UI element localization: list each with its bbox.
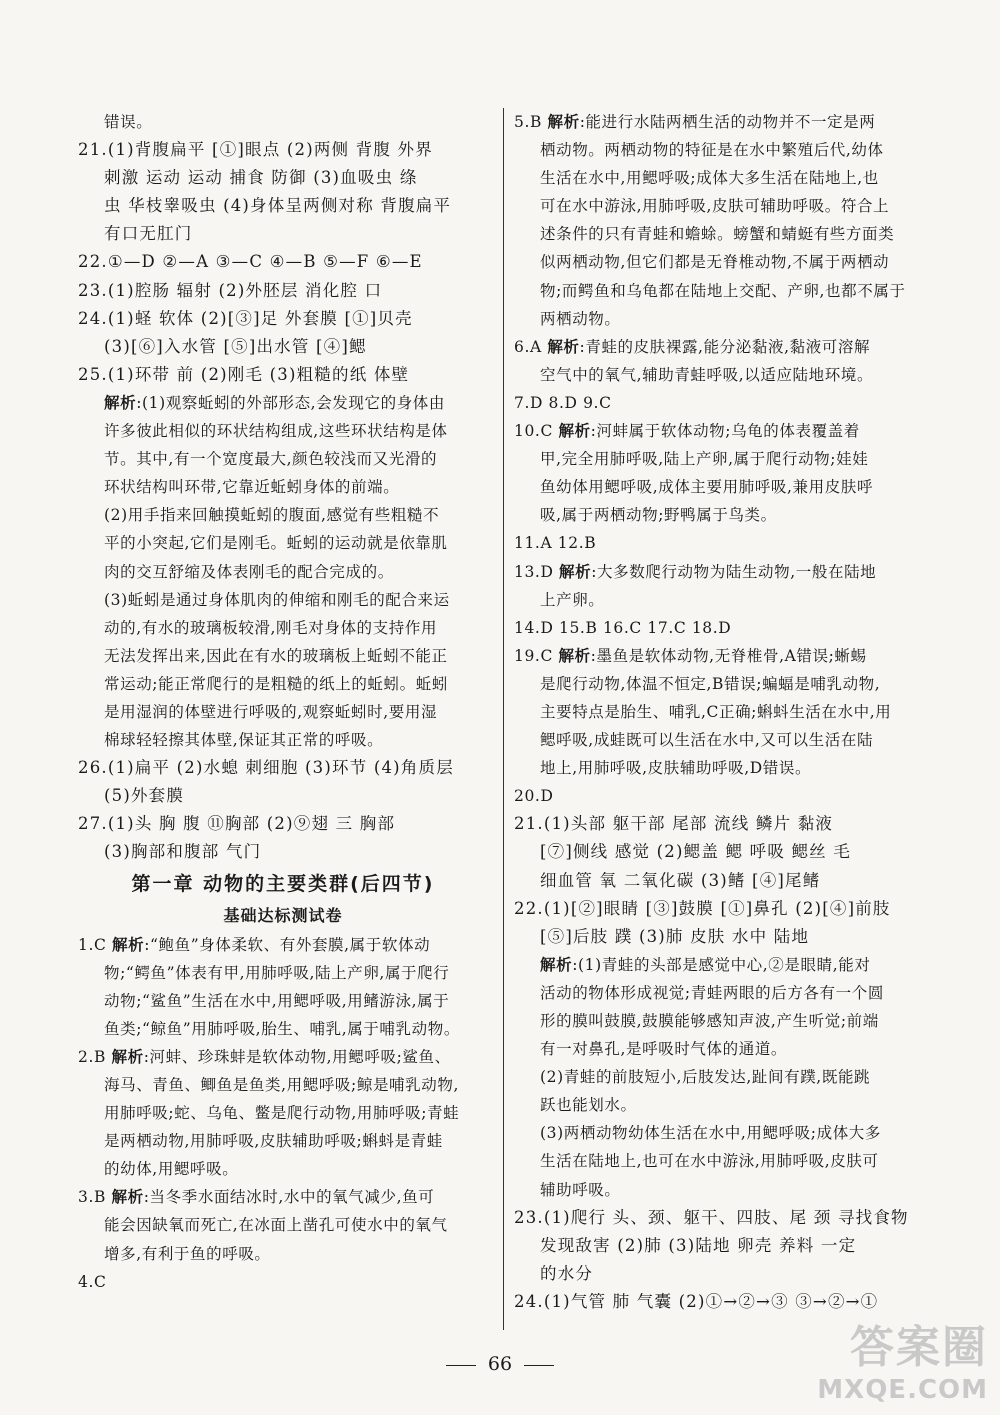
line-text: 辅助呼吸。 <box>540 1180 621 1199</box>
line-text: 10.C <box>514 422 559 441</box>
text-line <box>78 389 488 417</box>
analysis-label: 解析 <box>540 955 573 974</box>
text-line <box>78 959 488 987</box>
line-text: 海马、青鱼、鲫鱼是鱼类,用鳃呼吸;鲸是哺乳动物, <box>104 1076 459 1094</box>
text-line <box>78 558 488 586</box>
line-text: 是爬行动物,体温不恒定,B错误;蝙蝠是哺乳动物, <box>540 674 881 693</box>
line-text: 活动的物体形成视觉;青蛙两眼的后方各有一个圆 <box>540 983 884 1002</box>
text-line <box>78 192 488 220</box>
text-line <box>78 277 488 305</box>
line-text: 2.B <box>78 1047 112 1066</box>
line-text: :“鲍鱼”身体柔软、有外套膜,属于软体动 <box>144 935 431 954</box>
text-line <box>78 108 488 136</box>
line-text: :河蚌属于软体动物;乌龟的体表覆盖着 <box>590 422 860 441</box>
text-line <box>78 726 488 754</box>
text-line <box>514 417 932 445</box>
text-line <box>514 473 932 501</box>
line-text: 许多彼此相似的环状结构组成,这些环状结构是体 <box>104 422 448 441</box>
line-text: 生活在陆地上,也可在水中游泳,用肺呼吸,皮肤可 <box>540 1152 879 1171</box>
text-line <box>514 782 932 810</box>
text-line <box>514 305 932 333</box>
text-line <box>514 979 932 1007</box>
text-line <box>514 670 932 698</box>
text-line <box>514 614 932 642</box>
line-text: :当冬季水面结冰时,水中的氧气减少,鱼可 <box>143 1188 435 1207</box>
analysis-label: 解析 <box>111 1188 144 1207</box>
text-line <box>514 558 932 586</box>
analysis-label: 解析 <box>111 935 145 954</box>
line-text: 21.(1)头部 躯干部 尾部 流线 鳞片 黏液 <box>514 814 834 834</box>
text-line <box>78 417 488 445</box>
line-text: 19.C <box>514 646 559 665</box>
text-line <box>514 810 932 838</box>
line-text: (2)青蛙的前肢短小,后肢发达,趾间有蹼,既能跳 <box>540 1068 871 1087</box>
text-line <box>514 754 932 782</box>
line-text: [⑦]侧线 感觉 (2)鳃盖 鳃 呼吸 鳃丝 毛 <box>540 842 852 862</box>
line-text: 常运动;能正常爬行的是粗糙的纸上的蚯蚓。蚯蚓 <box>104 674 448 693</box>
text-line <box>78 586 488 614</box>
line-text: 增多,有利于鱼的呼吸。 <box>104 1244 271 1263</box>
text-line <box>514 136 932 164</box>
line-text: 鱼幼体用鳃呼吸,成体主要用肺呼吸,兼用皮肤呼 <box>540 478 874 497</box>
chapter-heading: 第一章 动物的主要类群(后四节) <box>131 872 435 895</box>
line-text: 空气中的氧气,辅助青蛙呼吸,以适应陆地环境。 <box>540 365 874 384</box>
text-line <box>78 1211 488 1239</box>
line-text: :河蚌、珍珠蚌是软体动物,用鳃呼吸;鲨鱼、 <box>143 1047 451 1066</box>
line-text: 20.D <box>514 787 554 806</box>
text-line <box>514 1176 932 1204</box>
line-text: 上产卵。 <box>540 590 605 609</box>
left-column <box>78 108 488 1296</box>
line-text: 刺激 运动 运动 捕食 防御 (3)血吸虫 绦 <box>104 168 418 188</box>
line-text: 有口无肛门 <box>104 224 193 244</box>
line-text: 3.B <box>78 1188 112 1207</box>
text-line <box>78 987 488 1015</box>
line-text: 的幼体,用鳃呼吸。 <box>104 1160 239 1179</box>
text-line <box>514 1119 932 1147</box>
text-line <box>514 838 932 866</box>
line-text: 无法发挥出来,因此在有水的玻璃板上蚯蚓不能正 <box>104 646 448 665</box>
text-line <box>78 614 488 642</box>
text-line <box>78 1015 488 1043</box>
text-line <box>514 445 932 473</box>
line-text: 肉的交互舒缩及体表刚毛的配合完成的。 <box>104 562 394 581</box>
text-line <box>514 220 932 248</box>
text-line <box>514 192 932 220</box>
line-text: 平的小突起,它们是刚毛。蚯蚓的运动就是依靠肌 <box>104 534 448 553</box>
text-line <box>514 333 932 361</box>
text-line <box>78 754 488 782</box>
analysis-label: 解析 <box>558 646 591 665</box>
text-line <box>514 248 932 276</box>
line-text: 22.①—D ②—A ③—C ④—B ⑤—F ⑥—E <box>78 252 423 272</box>
text-line <box>514 1260 932 1288</box>
line-text: 地上,用肺呼吸,皮肤辅助呼吸,D错误。 <box>540 759 812 778</box>
line-text: 11.A 12.B <box>514 534 597 553</box>
text-line <box>514 951 932 979</box>
text-line <box>514 1232 932 1260</box>
text-line <box>514 867 932 895</box>
line-text: :墨鱼是软体动物,无脊椎骨,A错误;蜥蜴 <box>590 646 867 665</box>
text-line <box>78 248 488 276</box>
line-text: 6.A <box>514 337 548 356</box>
text-line <box>78 810 488 838</box>
line-text: 22.(1)[②]眼睛 [③]鼓膜 [①]鼻孔 (2)[④]前肢 <box>514 898 891 918</box>
line-text: :能进行水陆两栖生活的动物并不一定是两 <box>579 113 876 131</box>
line-text: 节。其中,有一个宽度最大,颜色较浅而又光滑的 <box>104 450 438 469</box>
text-line <box>514 529 932 557</box>
text-line <box>514 108 932 136</box>
text-line <box>78 1043 488 1071</box>
line-text: 动物;“鲨鱼”生活在水中,用鳃呼吸,用鳍游泳,属于 <box>104 991 450 1010</box>
line-text: 错误。 <box>104 113 153 131</box>
text-line <box>78 1127 488 1155</box>
line-text: 23.(1)爬行 头、颈、躯干、四肢、尾 颈 寻找食物 <box>514 1207 909 1227</box>
text-line <box>78 698 488 726</box>
line-text: :青蛙的皮肤裸露,能分泌黏液,黏液可溶解 <box>579 337 871 356</box>
line-text: 两栖动物。 <box>540 309 621 328</box>
line-text: (3)两栖动物幼体生活在水中,用鳃呼吸;成体大多 <box>540 1124 882 1143</box>
line-text: 环状结构叫环带,它靠近蚯蚓身体的前端。 <box>104 478 400 497</box>
line-text: 5.B <box>514 113 548 131</box>
line-text: (3)[⑥]入水管 [⑤]出水管 [④]鳃 <box>104 336 367 356</box>
text-line <box>78 782 488 810</box>
analysis-label: 解析 <box>547 337 580 356</box>
line-text: 有一对鼻孔,是呼吸时气体的通道。 <box>540 1040 788 1059</box>
line-text: 物;而鳄鱼和乌龟都在陆地上交配、产卵,也都不属于 <box>540 281 906 300</box>
text-line <box>78 501 488 529</box>
line-text: 能会因缺氧而死亡,在冰面上凿孔可使水中的氧气 <box>104 1216 448 1235</box>
text-line <box>514 501 932 529</box>
text-line <box>78 1071 488 1099</box>
line-text: 是用湿润的体壁进行呼吸的,观察蚯蚓时,要用湿 <box>104 702 438 721</box>
text-line <box>78 642 488 670</box>
watermark-logo: 答案圈 MXQE.COM <box>817 1322 988 1405</box>
line-text: 棉球轻轻擦其体壁,保证其正常的呼吸。 <box>104 731 384 750</box>
text-line <box>78 361 488 389</box>
text-line <box>78 1155 488 1183</box>
text-line <box>514 726 932 754</box>
text-line <box>78 220 488 248</box>
line-text: 甲,完全用肺呼吸,陆上产卵,属于爬行动物;娃娃 <box>540 450 869 469</box>
section-subheading: 基础达标测试卷 <box>223 905 343 925</box>
line-text: (3)蚯蚓是通过身体肌肉的伸缩和刚毛的配合来运 <box>104 590 450 609</box>
text-line <box>78 670 488 698</box>
text-line <box>514 1091 932 1119</box>
line-text: 鱼类;“鲸鱼”用肺呼吸,胎生、哺乳,属于哺乳动物。 <box>104 1019 460 1038</box>
line-text: 23.(1)腔肠 辐射 (2)外胚层 消化腔 口 <box>78 280 383 300</box>
text-line <box>514 277 932 305</box>
line-text: 14.D 15.B 16.C 17.C 18.D <box>514 618 732 637</box>
text-line <box>78 931 488 959</box>
line-text: [⑤]后肢 蹼 (3)肺 皮肤 水中 陆地 <box>540 926 810 946</box>
text-line <box>78 136 488 164</box>
right-column <box>514 108 932 1316</box>
line-text: (2)用手指来回触摸蚯蚓的腹面,感觉有些粗糙不 <box>104 506 440 525</box>
line-text: 跃也能划水。 <box>540 1096 637 1115</box>
text-line <box>78 473 488 501</box>
text-line <box>514 389 932 417</box>
text-line <box>514 895 932 923</box>
line-text: 鳃呼吸,成蛙既可以生活在水中,又可以生活在陆 <box>540 731 874 750</box>
text-line <box>78 333 488 361</box>
line-text: 13.D <box>514 562 560 581</box>
text-line <box>514 1007 932 1035</box>
line-text: :大多数爬行动物为陆生动物,一般在陆地 <box>591 562 877 581</box>
text-line <box>514 586 932 614</box>
line-text: 27.(1)头 胸 腹 ⑪胸部 (2)⑨翅 三 胸部 <box>78 814 396 834</box>
text-line <box>78 1240 488 1268</box>
line-text: 细血管 氧 二氧化碳 (3)鳍 [④]尾鳍 <box>540 870 821 890</box>
analysis-label: 解析 <box>559 562 592 581</box>
analysis-label: 解析 <box>111 1047 144 1066</box>
line-text: 26.(1)扁平 (2)水螅 刺细胞 (3)环节 (4)角质层 <box>78 758 454 778</box>
line-text: 1.C <box>78 935 112 954</box>
text-line <box>78 529 488 557</box>
line-text: 虫 华枝睾吸虫 (4)身体呈两侧对称 背腹扁平 <box>104 196 452 216</box>
line-text: 吸,属于两栖动物;野鸭属于鸟类。 <box>540 506 777 525</box>
line-text: (5)外套膜 <box>104 786 185 806</box>
text-line <box>78 445 488 473</box>
line-text: 似两栖动物,但它们都是无脊椎动物,不属于两栖动 <box>540 253 890 272</box>
line-text: 形的膜叫鼓膜,鼓膜能够感知声波,产生听觉;前端 <box>540 1012 879 1030</box>
text-line <box>514 164 932 192</box>
text-line <box>78 1183 488 1211</box>
line-text: 的水分 <box>540 1263 594 1283</box>
text-line <box>514 1063 932 1091</box>
text-line <box>514 1035 932 1063</box>
line-text: :(1)观察蚯蚓的外部形态,会发现它的身体由 <box>136 393 446 412</box>
line-text: :(1)青蛙的头部是感觉中心,②是眼睛,能对 <box>572 955 871 974</box>
line-text: 4.C <box>78 1272 107 1291</box>
line-text: 述条件的只有青蛙和蟾蜍。螃蟹和蜻蜓有些方面类 <box>540 225 895 244</box>
line-text: 动的,有水的玻璃板较滑,刚毛对身体的支持作用 <box>104 618 438 637</box>
line-text: 用肺呼吸;蛇、乌龟、鳖是爬行动物,用肺呼吸;青蛙 <box>104 1104 460 1123</box>
line-text: 可在水中游泳,用肺呼吸,皮肤可辅助呼吸。符合上 <box>540 197 890 216</box>
text-line <box>514 361 932 389</box>
line-text: 25.(1)环带 前 (2)刚毛 (3)粗糙的纸 体壁 <box>78 364 410 384</box>
analysis-label: 解析 <box>558 422 591 441</box>
text-line <box>78 164 488 192</box>
text-line <box>514 923 932 951</box>
line-text: (3)胸部和腹部 气门 <box>104 842 262 862</box>
analysis-label: 解析 <box>104 393 137 412</box>
page-number: 66 <box>0 1353 1000 1375</box>
analysis-label: 解析 <box>547 113 580 131</box>
line-text: 物;“鳄鱼”体表有甲,用肺呼吸,陆上产卵,属于爬行 <box>104 963 450 982</box>
line-text: 生活在水中,用鳃呼吸;成体大多生活在陆地上,也 <box>540 169 879 188</box>
line-text: 21.(1)背腹扁平 [①]眼点 (2)两侧 背腹 外界 <box>78 140 433 160</box>
text-line <box>78 838 488 866</box>
text-line <box>78 1268 488 1296</box>
line-text: 7.D 8.D 9.C <box>514 393 612 412</box>
line-text: 24.(1)气管 肺 气囊 (2)①→②→③ ③→②→① <box>514 1291 879 1311</box>
line-text: 24.(1)蛏 软体 (2)[③]足 外套膜 [①]贝壳 <box>78 308 413 328</box>
text-line <box>78 1099 488 1127</box>
line-text: 发现敌害 (2)肺 (3)陆地 卵壳 养料 一定 <box>540 1235 857 1255</box>
text-line <box>78 305 488 333</box>
line-text: 是两栖动物,用肺呼吸,皮肤辅助呼吸;蝌蚪是青蛙 <box>104 1132 443 1151</box>
line-text: 主要特点是胎生、哺乳,C正确;蝌蚪生活在水中,用 <box>540 702 892 721</box>
text-line <box>514 1147 932 1175</box>
text-line <box>514 698 932 726</box>
line-text: 栖动物。两栖动物的特征是在水中繁殖后代,幼体 <box>540 141 884 160</box>
text-line <box>514 1204 932 1232</box>
column-divider <box>503 108 504 1330</box>
text-line <box>514 642 932 670</box>
